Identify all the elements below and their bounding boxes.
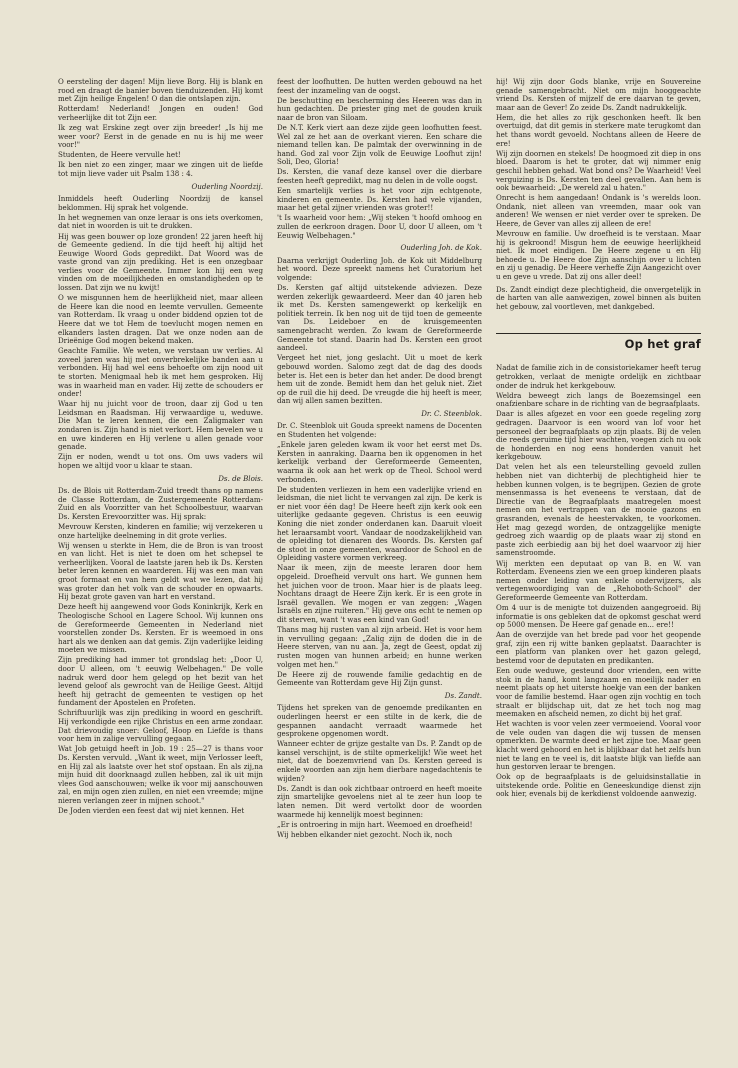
paragraph: De studenten verliezen in hem een vaderlijke vriend en leidsman, die niet licht te vervangen zal zijn. De kerk is er niet voor één dag! De Heere heeft zijn kerk ook een uiterlijke gedaante gegeven. Christus is een eeuwig Koning die niet zonder onderdanen kan. Daaruit vloeit het leraarsambt voort. Vandaar de noodzakelijkheid van de opleiding tot dienaren des Woords. Ds. Kersten gaf de stoot in onze gemeenten, waardoor de School en de Opleiding vastere vormen verkreeg. [277,484,482,563]
paragraph: Wanneer echter de grijze gestalte van Ds. P. Zandt op de kansel verschijnt, is de stilte opmerkelijk! Wie weet het niet, dat de boezemvriend van Ds. Kersten gereed is enkele woorden aan zijn hem dierbare nagedachtenis te wijden? [277,739,482,783]
paragraph: Zijn er noden, wendt u tot ons. Om uws vaders wil hopen we altijd voor u klaar te staan. [58,452,263,470]
paragraph: Om 4 uur is de menigte tot duizenden aangegroeid. Bij informatie is ons gebleken dat de opkomst geschat werd op 5000 mensen. De Heere gaf genade en... ere!! [496,602,701,630]
paragraph: Studenten, de Heere vervulle het! [58,150,181,160]
paragraph: Onrecht is hem aangedaan! Ondank is 's werelds loon. Ondank, niet alleen van vreemden, maar ook van anderen! We wensen er niet verder over te spreken. De Heere, de Gever van alles zij alleen de ere! [496,193,701,228]
paragraph: Dat velen het als een teleurstelling gevoeld zullen hebben niet van dichterbij de plechtigheid hier te hebben kunnen volgen, is te begrijpen. Gezien de grote mensenmassa is het eveneens te verstaan, dat de Directie van de Begraafplaats maatregelen moest nemen om het vertrappen van de mooie gazons en grasranden, evenals de heestervakken, te voorkomen. Het mag gezegd worden, de ontzaggelijke menigte gedroeg zich waardig op de plaats waar zij stond en paste zich eerbiedig aan bij het doel waarvoor zij hier samenstroomde. [496,462,701,558]
paragraph: Ds. de Blois uit Rotterdam-Zuid treedt thans op namens de Classe Rotterdam, de Zustergemeente Rotterdam-Zuid en als Voorzitter van het Schoolbestuur, waarvan Ds. Kersten Erevoorzitter was. Hij sprak: [58,486,263,521]
section-heading: Op het graf [624,337,701,352]
paragraph: Ds. Zandt is dan ook zichtbaar ontroerd en heeft moeite zijn smartelijke gevoelens niet al te zeer hun loop te laten nemen. Dit werd vertolkt door de woorden waarmede hij kennelijk moest beginnen: [277,783,482,819]
paragraph: Inmiddels heeft Ouderling Noordzij de kansel beklommen. Hij sprak het volgende. [58,194,263,212]
paragraph: Schriftuurlijk was zijn prediking in woord en geschrift. Hij verkondigde een rijke Christus en een arme zondaar. Dat drievoudig snoer: Geloof, Hoop en Liefde is thans voor hem in zalige vervulling gegaan. [58,708,263,744]
paragraph: Ik ben niet zo een zinger, maar we zingen uit de liefde tot mijn lieve vader uit Psalm 138 : 4. [58,160,263,178]
paragraph: Hem, die het alles zo rijk geschonken heeft. Ik ben overtuigd, dat dit gemis in sterkere mate terugkomt dan het thans wordt gevoeld. Nochtans alleen de Heere de ere! [496,112,701,148]
paragraph: Weldra beweegt zich langs de Boezemsingel een onafzienbare schare in de richting van de begraafplaats. [496,390,701,409]
paragraph: Daarna verkrijgt Ouderling Joh. de Kok uit Middelburg het woord. Deze spreekt namens het Curatorium het volgende: [277,255,482,282]
column-3 [496,78,701,841]
paragraph: O eersteling der dagen! Mijn lieve Borg. Hij is blank en rood en draagt de banier boven tienduizenden. Hij komt met Zijn heilige Engelen! O dan die ontslapen zijn. [58,77,263,104]
paragraph: In het wegnemen van onze leraar is ons iets overkomen, dat niet in woorden is uit te drukken. [58,212,263,231]
paragraph: Ik zeg wat Erskine zegt over zijn breeder! „Is hij me weer voor? Eerst in de genade en nu is hij me weer voor!" [58,122,263,150]
paragraph: Wij merkten een deputaat op van B. en W. van Rotterdam. Eveneens zien we een groep kinderen plaats nemen onder leiding van enkele onderwijzers, als vertegenwoordiging van de „Rehoboth-School" der Gereformeerde Gemeente van Rotterdam. [496,558,701,602]
speaker-name: Dr. C. Steenblok. [421,408,482,418]
paragraph: Aan de overzijde van het brede pad voor het geopende graf, zijn een rij witte banken geplaatst. Daarachter is een platform van planken over het gazon gelegd, bestemd voor de deputaten en predikanten. [496,630,701,666]
paragraph: Wat Job getuigd heeft in Job. 19 : 25—27 is thans voor Ds. Kersten vervuld. „Want ik weet, mijn Verlosser leeft, en Hij zal als laatste over het stof opstaan. En als zij,na mijn huid dit doorknaagd zullen hebben, zal ik uit mijn vlees God aanschouwen; welke ik voor mij aanschouwen zal, en mijn ogen zien zullen, en niet een vreemde; mijne nieren verlangen zeer in mijnen schoot." [58,744,264,805]
paragraph: Vergeet het niet, jong geslacht. Uit u moet de kerk gebouwd worden. Salomo zegt dat de dag des doods beter is. Het een is beter dan het ander. De dood brengt hem uit de zonde. Bemidt hem dan het geluk niet. Ziet op de ruil die hij deed. De vreugde die hij heeft is meer, dan wij allen samen bezitten. [277,353,482,406]
column-1 [58,78,263,841]
paragraph: Ds. Zandt eindigt deze plechtigheid, die onvergetelijk in de harten van alle aanwezigen, zowel binnen als buiten het gebouw, zal voortleven, met dankgebed. [496,284,701,311]
paragraph: Tijdens het spreken van de genoemde predikanten en ouderlingen heerst er een stilte in de kerk, die de gespannen aandacht verraadt waarmede het gesprokene opgenomen wordt. [277,703,482,739]
paragraph: 't Is waarheid voor hem: „Wij steken 't hoofd omhoog en zullen de eerkroon dragen. Door U, door U alleen, om 't Eeuwig Welbehagen." [277,213,482,240]
paragraph: „Enkele jaren geleden kwam ik voor het eerst met Ds. Kersten in aanraking. Daarna ben ik opgenomen in het kerkelijk verband der Gereformeerde Gemeenten, waarna ik ook aan het werk op de Theol. School werd verbonden. [277,440,482,484]
paragraph: Deze heeft hij aangewend voor Gods Koninkrijk, Kerk en Theologische School en Lagere School. Wij kunnen ons de Gereformeerde Gemeenten in Nederland niet voorstellen zonder Ds. Kersten. Er is weemoed in ons hart als we denken aan dat gemis. Zijn vaderlijke leiding moeten we missen. [58,602,263,655]
paragraph: Het wachten is voor velen zeer vermoeiend. Vooral voor de vele ouden van dagen die wij tussen de mensen opmerkten. De warmte deed er het zijne toe. Maar geen klacht werd gehoord en het is blijkbaar dat het zelfs hun niet te lang en te veel is, dit laatste blijk van liefde aan hun gestorven leraar te brengen. [496,719,701,772]
paragraph: De Heere zij de rouwende familie gedachtig en de Gemeente van Rotterdam geve Hij Zijn gunst. [277,669,482,688]
paragraph: „Er is ontroering in mijn hart. Weemoed en droefheid! [277,819,473,829]
paragraph: Hij was geen bouwer op loze gronden! 22 jaren heeft hij de Gemeente gediend. In die tijd heeft hij altijd het Eeuwige Woord Gods gepredikt. Dat Woord was de vaste grond van zijn prediking. Het is een onzegbaar verlies voor de Gemeente. Immer kon hij een weg vinden om de moeilijkheden en omstandigheden op te lossen. Dat zijn we nu kwijt! [58,231,263,293]
paragraph: Mevrouw Kersten, kinderen en familie; wij verzekeren u onze hartelijke deelneming in dit grote verlies. [58,522,263,540]
paragraph: De N.T. Kerk viert aan deze zijde geen loofhutten feest. Wel zal ze het aan de overkant vieren. Een schare die niemand tellen kan. De palmtak der overwinning in de hand. God zal voor Zijn volk de Eeuwige Loofhut zijn! Soli, Deo, Gloria! [277,122,482,167]
speaker-name: Ouderling Joh. de Kok. [400,243,482,253]
column-2 [277,78,482,841]
paragraph: Naar ik meen, zijn de meeste leraren door hem opgeleid. Droefheid vervult ons hart. We gunnen hem het juichen voor de troon. Maar hier is de plaats leeg. Nochtans draagt de Heere Zijn kerk. Er is een grote in Israël gevallen. We mogen er van zeggen: „Wagen Israëls en zijne ruiteren." Hij geve ons echt te nemen op dit sterven, want 't was een kind van God! [277,563,482,625]
paragraph: Wij hebben elkander niet gezocht. Noch ik, noch [277,829,453,839]
paragraph: Een smartelijk verlies is het voor zijn echtgenote, kinderen en gemeente. Ds. Kersten had vele vijanden, maar het getal zijner vrienden was groter!! [277,186,482,213]
paragraph: Ook op de begraafplaats is de geluidsinstallatie in uitstekende orde. Politie en Geneeskundige dienst zijn ook hier, evenals bij de kerkdienst voldoende aanwezig. [496,772,701,799]
paragraph: Geachte Familie. We weten, we verstaan uw verlies. Al zoveel jaren was hij met onverbrekelijke banden aan u verbonden. Hij had wel eens behoefte om zijn nood uit te storten. Menigmaal heb ik met hem gesproken. Hij was in waarheid man en vader. Hij zette de schouders er onder! [58,346,263,399]
paragraph: De Joden vierden een feest dat wij niet kennen. Het [58,806,245,815]
paragraph: Ds. Kersten, die vanaf deze kansel over die dierbare feesten heeft gepredikt, mag nu delen in de volle oogst. [277,167,482,186]
paragraph: De beschutting en bescherming des Heeren was dan in hun gedachten. De priester ging met de gouden kruik naar de bron van Siloam. [277,95,482,122]
paragraph: Ds. Kersten gaf altijd uitstekende adviezen. Deze werden zekerlijk gewaardeerd. Meer dan 40 jaren heb ik met Ds. Kersten samengewerkt op kerkelijk en politiek terrein. Ik ben nog uit de tijd toen de gemeente van Ds. Leideboer en de kruisgemeenten samengebracht werden. Zo kwam de Gereformeerde Gemeente tot stand. Daarin had Ds. Kersten een groot aandeel. [277,283,482,353]
speaker-name: Ds. de Blois. [218,473,263,483]
paragraph: Wij wensen u sterkte in Hem, die de Bron is van troost en van licht. Het is niet te doen om het schepsel te verheerlijken. Vooral de laatste jaren heb ik Ds. Kersten beter leren kennen en waarderen. Hij was een man van groot formaat en van hem geldt wat we lezen, dat hij was groter dan het volk van de schouder en opwaarts. Hij bezat grote gaven van hart en verstand. [58,540,263,602]
speaker-name: Ouderling Noordzij. [191,181,263,191]
paragraph: Wij zijn doornen en stekels! De hoogmoed zit diep in ons bloed. Daarom is het te groter, dat wij nimmer enig geschil hebben gehad. Wat bond ons? De Waarheid! Veel verguizing is Ds. Kersten ten deel gevallen. Aan hem is ook bewaarheid: „De wereld zal u haten." [496,148,701,193]
paragraph: Zijn prediking had immer tot grondslag het: „Door U, door U alleen, om 't eeuwig Welbehagen." De volle nadruk werd door hem gelegd op het bezit van het levend geloof als gewrocht van de Heilige Geest. Altijd heeft hij getracht de gemeenten te vestigen op het fundament der Apostelen en Profeten. [58,655,263,708]
paragraph: Waar hij nu juicht voor de troon, daar zij God u ten Leidsman en Raadsman. Hij verwaardige u, weduwe. Die Man te leren kennen, die een Zaligmaker van zondaren is. Zijn hand is niet verkort. Hem bevelen we u en uwe kinderen en Hij verlene u allen genade voor genade. [58,399,263,452]
paragraph: O we misgunnen hem de heerlijkheid niet, maar alleen de Heere kan die nood en leemte vervullen. Gemeente van Rotterdam. Ik vraag u onder biddend opzien tot de Heere dat we tot Hem de toevlucht mogen nemen en elkanders lasten dragen. Dat we onze noden aan de Drieënige God mogen bekend maken. [58,293,263,346]
paragraph: hij! Wij zijn door Gods blanke, vrije en Souvereine genade samengebracht. Niet om mijn hooggeachte vriend Ds. Kersten of mijzelf de ere daarvan te geven, maar aan de Gever! Zo zeide Ds. Zandt nadrukkelijk. [496,77,701,112]
paragraph: feest der loofhutten. De hutten werden gebouwd na het feest der inzameling van de oogst. [277,77,482,95]
paragraph: Daar is alles afgezet en voor een goede regeling zorg gedragen. Daarvoor is een woord van lof voor het personeel der begraafplaats op zijn plaats. Bij de velen die reeds geruime tijd hier wachten, voegen zich nu ook de honderden en nog eens honderden vanuit het kerkgebouw. [496,409,701,462]
section-divider [496,333,701,350]
paragraph: Thans mag hij rusten van al zijn arbeid. Het is voor hem in vervulling gegaan: „Zalig zijn de doden die in de Heere sterven, van nu aan. Ja, zegt de Geest, opdat zij rusten mogen van hunnen arbeid; en hunne werken volgen met hen." [277,625,482,669]
paragraph: Dr. C. Steenblok uit Gouda spreekt namens de Docenten en Studenten het volgende: [277,421,482,440]
text-columns [58,78,708,841]
paragraph: Nadat de familie zich in de consistoriekamer heeft terug getrokken, verlaat de menigte ordelijk en zichtbaar onder de indruk het kerkgebouw. [496,363,701,390]
paragraph: Rotterdam! Nederland! Jongen en ouden! God verheerlijke dit tot Zijn eer. [58,104,263,122]
paragraph: Een oude weduwe, gesteund door vrienden, een witte stok in de hand, komt langzaam en moeilijk nader en neemt plaats op het uiterste hoekje van een der banken voor de familie bestemd. Haar ogen zijn vochtig en toch straalt er blijdschap uit, dat ze het toch nog mag meemaken en afscheid nemen, zo dicht bij het graf. [496,666,701,719]
speaker-name: Ds. Zandt. [444,690,482,700]
paragraph: Mevrouw en familie. Uw droefheid is te verstaan. Maar hij is gekroond! Misgun hem de eeuwige heerlijkheid niet. Ik moet eindigen. De Heere zegene u en Hij behoede u. De Heere doe Zijn aanschijn over u lichten en zij u genadig. De Heere verheffe Zijn Aangezicht over u en geve u vrede. Dat zij ons aller deel! [496,229,701,282]
